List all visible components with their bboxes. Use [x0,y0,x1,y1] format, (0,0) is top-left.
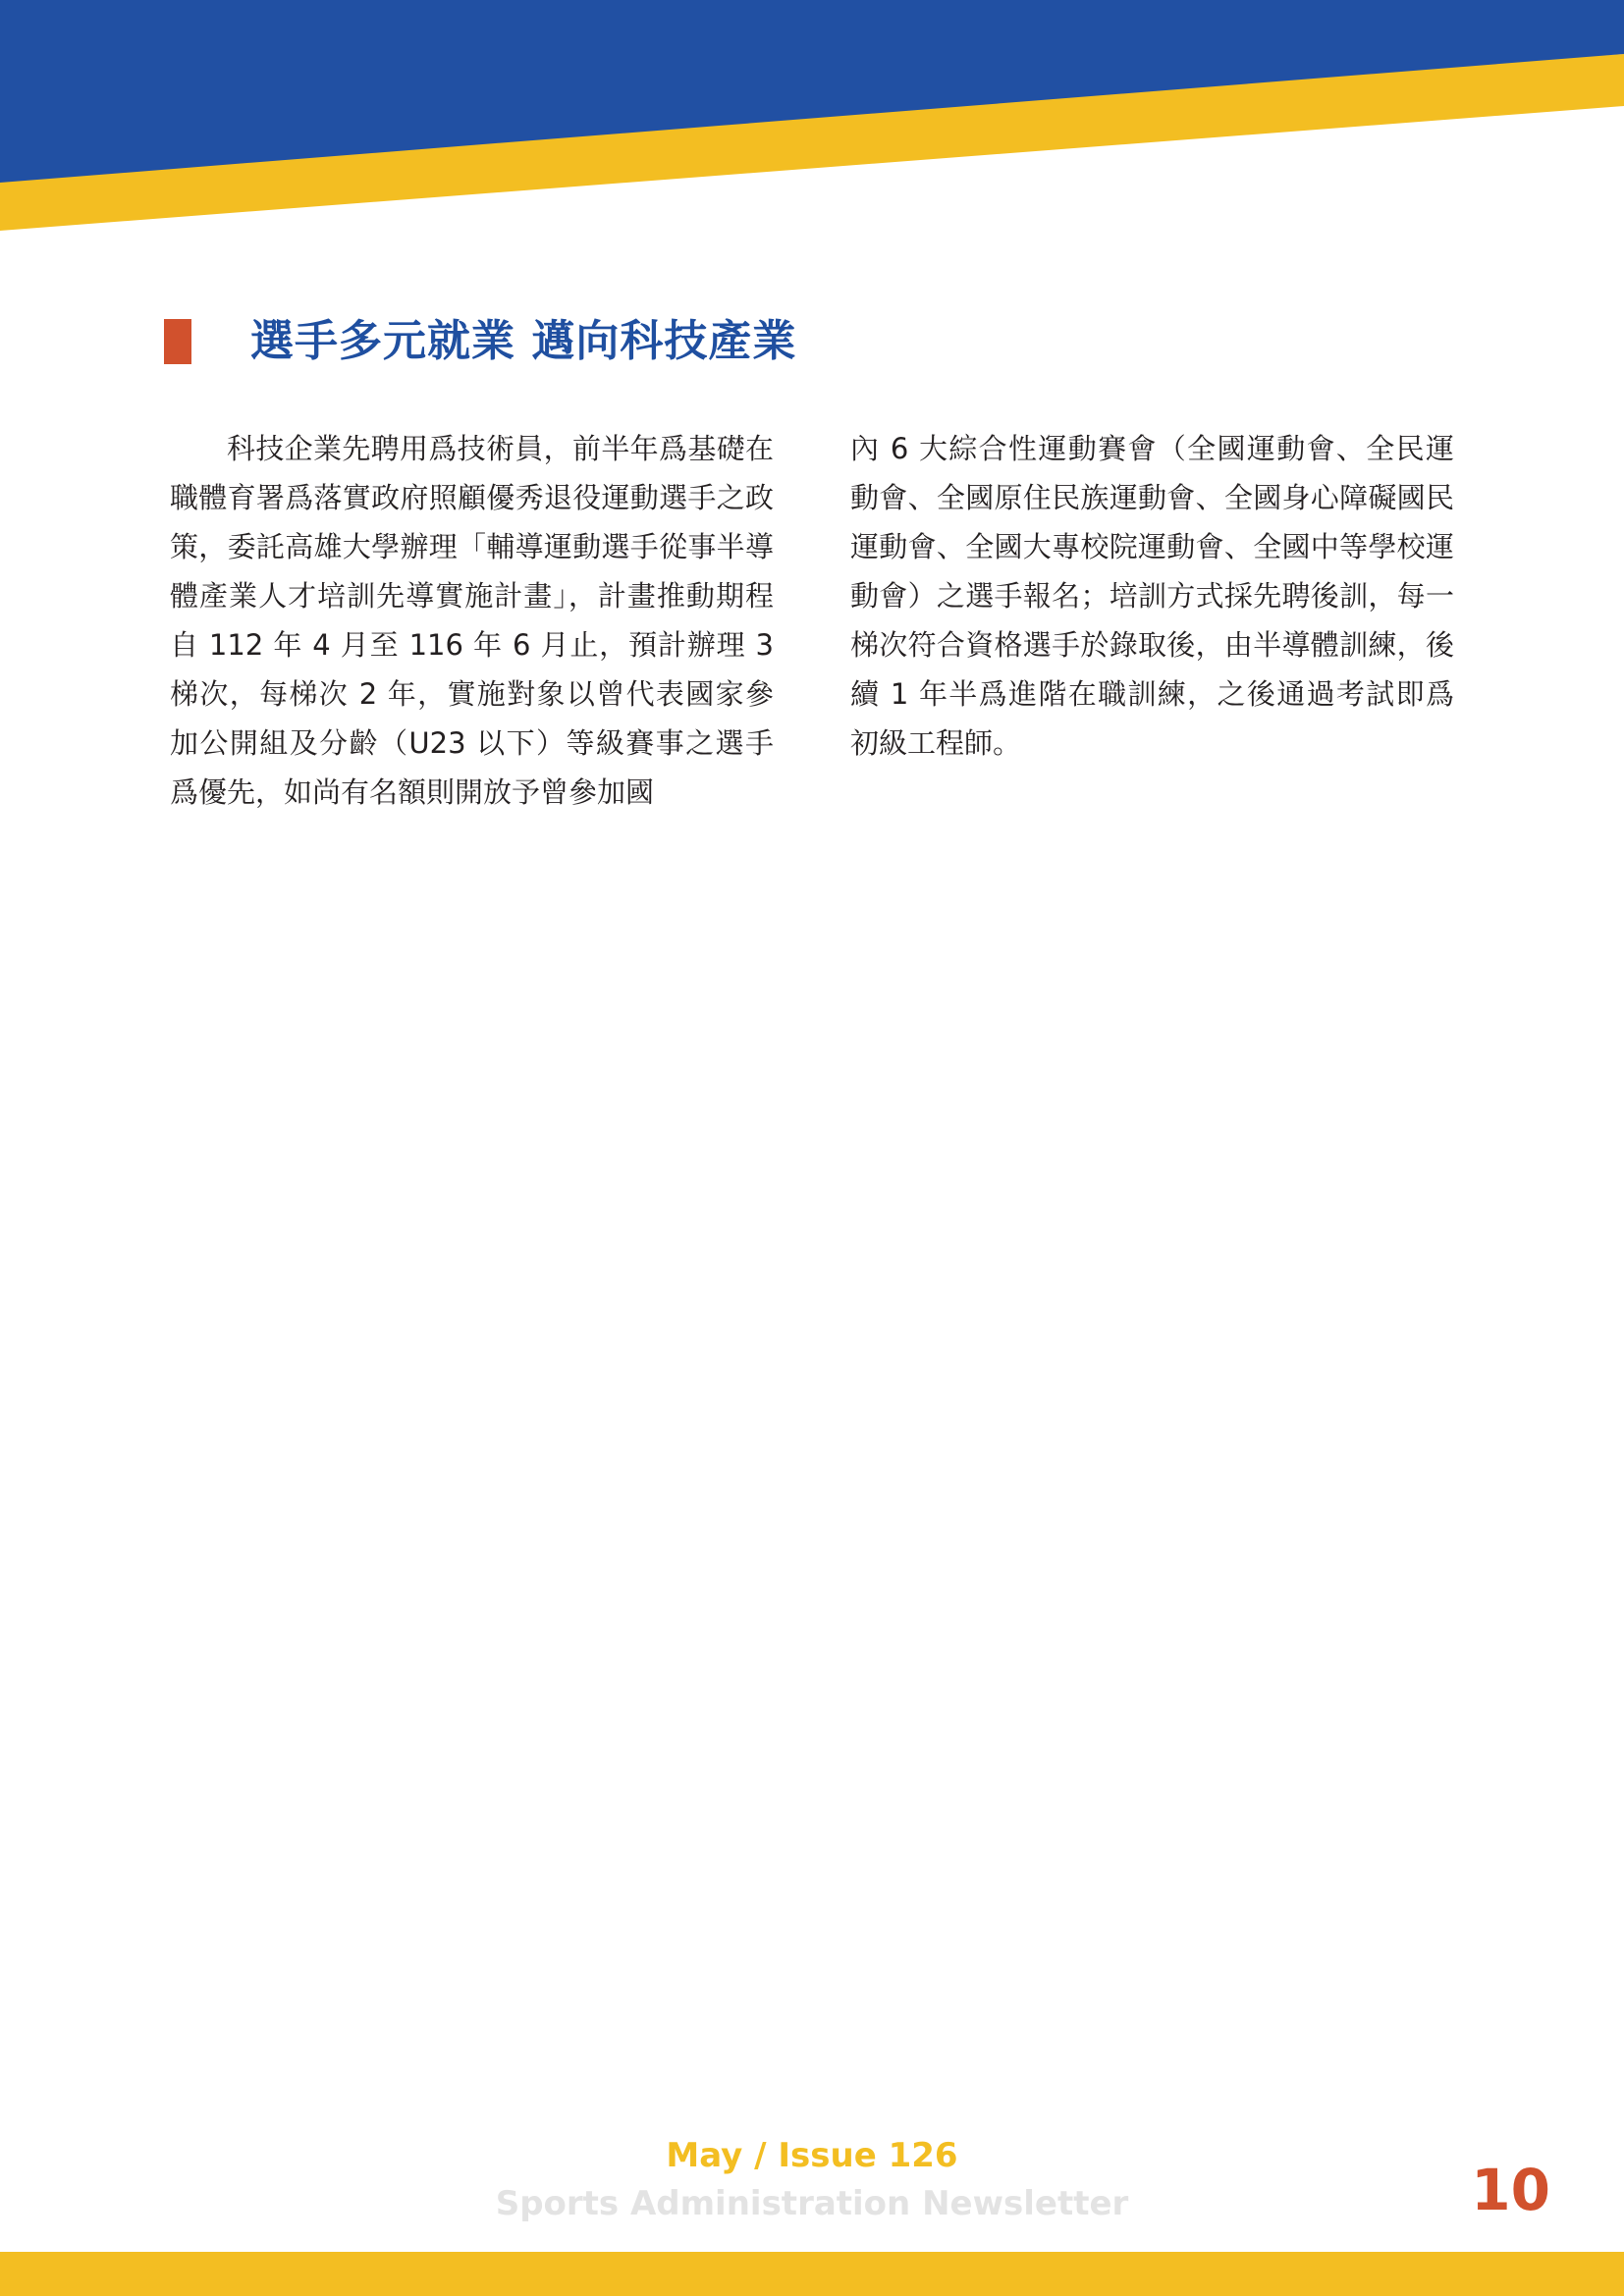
footer-newsletter-name: Sports Administration Newsletter [495,2184,1129,2223]
heading-marker-icon [164,319,191,364]
footer-yellow-bar [0,2252,1624,2296]
page-number: 10 [1471,2157,1550,2223]
article-column-right [850,424,1454,768]
section-heading [164,312,796,371]
section-title: 選手多元就業 邁向科技產業 [250,316,797,366]
header-banner [0,0,1624,236]
article-column-left [170,424,774,817]
footer-issue-label: May / Issue 126 [666,2136,958,2175]
article-paragraph-continued: 內 6 大綜合性運動賽會（全國運動會、全民運動會、全國原住民族運動會、全國身心障礙國民運動會、全國大專校院運動會、全國中等學校運動會）之選手報名；培訓方式採先聘後訓，每一梯次符合資格選手於錄取後，由半導體訓練，後續 1 年半爲進階在職訓練，之後通過考試即爲初級工程師。 [850,432,1454,760]
article-paragraph: 科技企業先聘用爲技術員，前半年爲基礎在職體育署爲落實政府照顧優秀退役運動選手之政策，委託高雄大學辦理「輔導運動選手從事半導體產業人才培訓先導實施計畫」，計畫推動期程自 112 年 4 月至 116 年 6 月止，預計辦理 3 梯次，每梯次 2 年，實施對象以曾代表國家參加公開組及分齡（U23 以下）等級賽事之選手爲優先，如尚有名額則開放予曾參加國 [170,432,774,809]
